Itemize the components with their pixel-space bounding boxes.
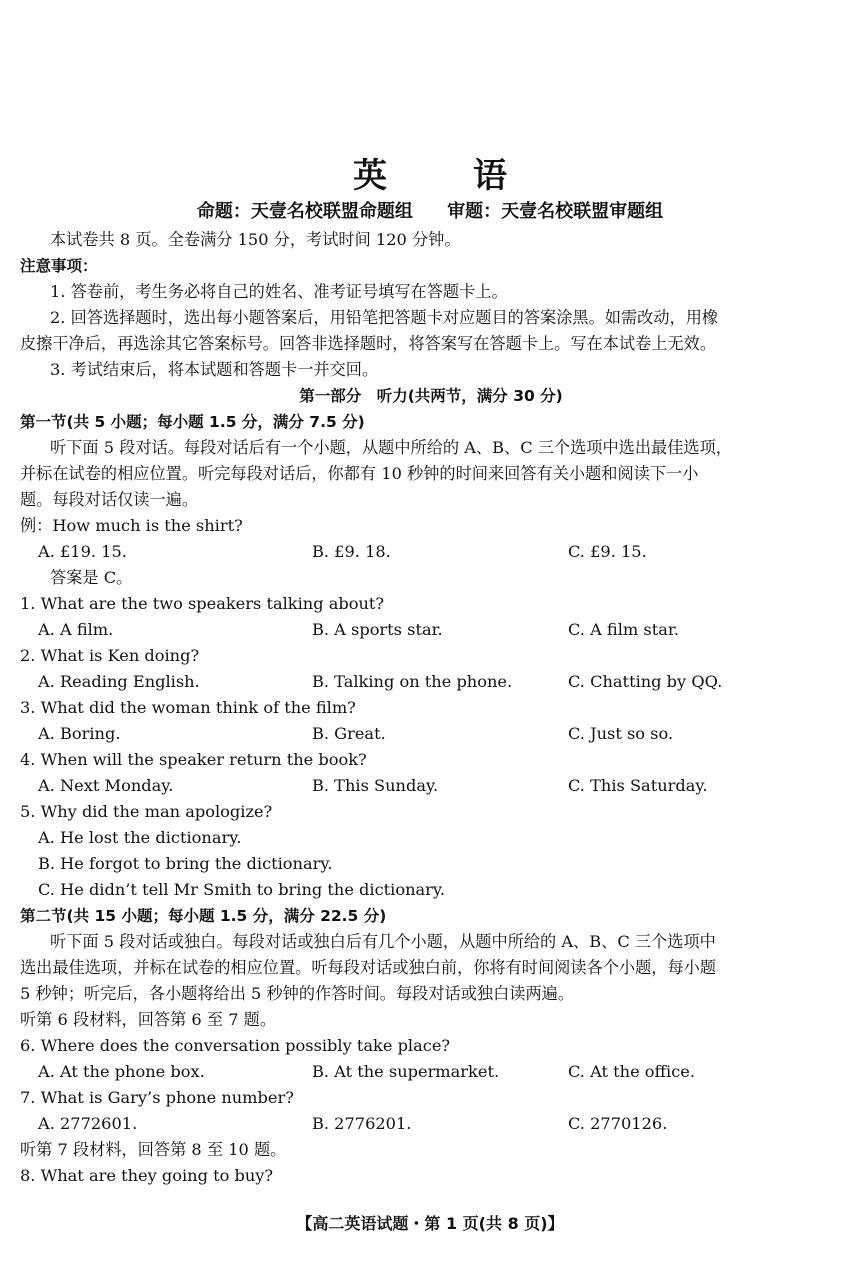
option-b: B. 2776201.: [312, 1114, 412, 1133]
intro-text: 本试卷共 8 页。全卷满分 150 分，考试时间 120 分钟。: [50, 230, 461, 249]
option-b: B. This Sunday.: [312, 776, 439, 795]
option-b: B. Great.: [312, 724, 386, 743]
author-review: 审题：天壹名校联盟审题组: [447, 201, 664, 222]
option-a: A. Boring.: [38, 724, 121, 743]
note-3: 3. 考试结束后，将本试题和答题卡一并交回。: [50, 360, 379, 379]
section1-instruction: 听下面 5 段对话。每段对话后有一个小题，从题中所给的 A、B、C 三个选项中选出最佳选项，: [50, 438, 732, 457]
option-c: C. Chatting by QQ.: [568, 672, 723, 691]
question-3-options: [20, 721, 842, 747]
section1-instruction-cont: 并标在试卷的相应位置。听完每段对话后，你都有 10 秒钟的时间来回答有关小题和阅读下一小: [20, 464, 699, 483]
option-a: A. Reading English.: [38, 672, 200, 691]
exam-body: [20, 227, 842, 1189]
author-compose: 命题：天壹名校联盟命题组: [196, 201, 413, 222]
option-a: A. He lost the dictionary.: [38, 828, 242, 847]
part1-heading: 第一部分 听力(共两节，满分 30 分): [299, 387, 563, 405]
notes-heading: 注意事项：: [20, 257, 98, 275]
material-7-heading: 听第 7 段材料，回答第 8 至 10 题。: [20, 1140, 287, 1159]
question-1: 1. What are the two speakers talking about?: [20, 594, 385, 613]
option-c: C. £9. 15.: [568, 542, 647, 561]
option-a: A. Next Monday.: [38, 776, 174, 795]
option-c: C. At the office.: [568, 1062, 696, 1081]
question-4-options: [20, 773, 842, 799]
example-question: 例：How much is the shirt?: [20, 516, 243, 535]
example-answer: 答案是 C。: [50, 568, 133, 587]
question-2-options: [20, 669, 842, 695]
question-6-options: [20, 1059, 842, 1085]
question-2: 2. What is Ken doing?: [20, 646, 200, 665]
author-line: [0, 197, 860, 223]
note-1: 1. 答卷前，考生务必将自己的姓名、准考证号填写在答题卡上。: [50, 282, 508, 301]
question-3: 3. What did the woman think of the film?: [20, 698, 356, 717]
option-b: B. £9. 18.: [312, 542, 391, 561]
section2-heading: 第二节(共 15 小题；每小题 1.5 分，满分 22.5 分): [20, 907, 387, 925]
option-c: C. 2770126.: [568, 1114, 668, 1133]
option-b: B. Talking on the phone.: [312, 672, 513, 691]
question-7: 7. What is Gary’s phone number?: [20, 1088, 294, 1107]
question-7-options: [20, 1111, 842, 1137]
page-title: 英 语: [353, 156, 533, 196]
option-a: A. £19. 15.: [38, 542, 127, 561]
option-c: C. A film star.: [568, 620, 679, 639]
option-b: B. At the supermarket.: [312, 1062, 500, 1081]
question-8: 8. What are they going to buy?: [20, 1166, 274, 1185]
option-b: B. He forgot to bring the dictionary.: [38, 854, 333, 873]
question-1-options: [20, 617, 842, 643]
option-c: C. He didn’t tell Mr Smith to bring the dictionary.: [38, 880, 446, 899]
question-5: 5. Why did the man apologize?: [20, 802, 273, 821]
section1-instruction-end: 题。每段对话仅读一遍。: [20, 490, 199, 509]
question-6: 6. Where does the conversation possibly take place?: [20, 1036, 451, 1055]
example-options: [20, 539, 842, 565]
option-a: A. At the phone box.: [38, 1062, 205, 1081]
material-6-heading: 听第 6 段材料，回答第 6 至 7 题。: [20, 1010, 277, 1029]
option-c: C. This Saturday.: [568, 776, 708, 795]
note-2: 2. 回答选择题时，选出每小题答案后，用铅笔把答题卡对应题目的答案涂黑。如需改动，用橡: [50, 308, 719, 327]
note-2-cont: 皮擦干净后，再选涂其它答案标号。回答非选择题时，将答案写在答题卡上。写在本试卷上无效。: [20, 334, 717, 353]
page-footer: 【高二英语试题・第 1 页(共 8 页)】: [296, 1214, 564, 1233]
section2-instruction: 听下面 5 段对话或独白。每段对话或独白后有几个小题，从题中所给的 A、B、C 三个选项中: [50, 932, 716, 951]
section2-instruction-cont: 选出最佳选项，并标在试卷的相应位置。听每段对话或独白前，你将有时间阅读各个小题，每小题: [20, 958, 717, 977]
option-a: A. 2772601.: [38, 1114, 138, 1133]
option-b: B. A sports star.: [312, 620, 443, 639]
section2-instruction-end: 5 秒钟；听完后，各小题将给出 5 秒钟的作答时间。每段对话或独白读两遍。: [20, 984, 575, 1003]
option-a: A. A film.: [38, 620, 114, 639]
option-c: C. Just so so.: [568, 724, 674, 743]
question-4: 4. When will the speaker return the book?: [20, 750, 367, 769]
section1-heading: 第一节(共 5 小题；每小题 1.5 分，满分 7.5 分): [20, 413, 365, 431]
